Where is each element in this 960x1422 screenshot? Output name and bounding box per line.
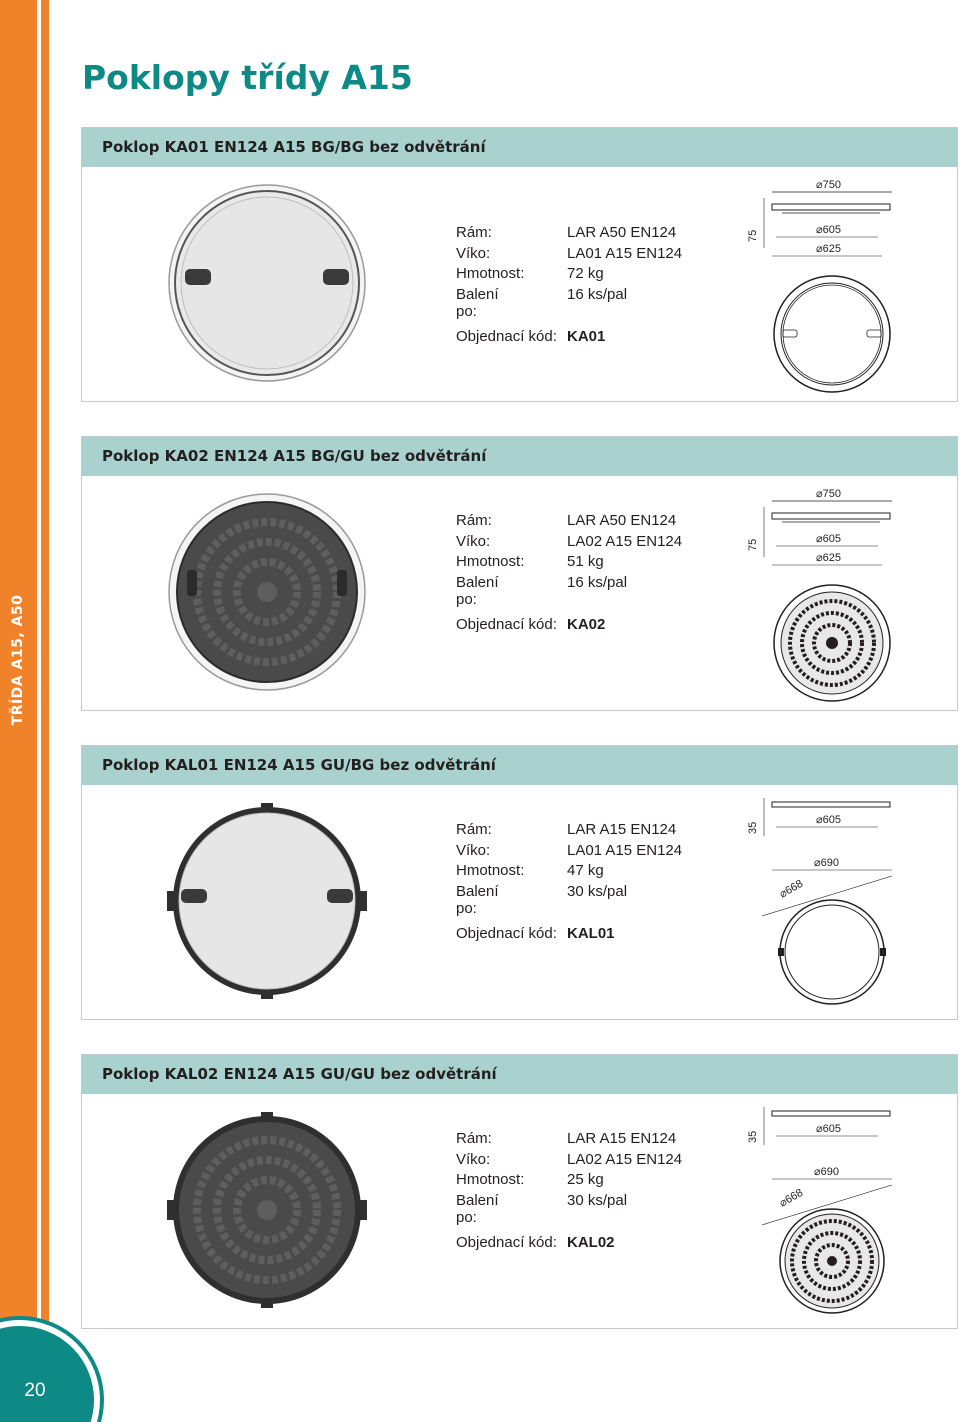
dim-diagonal-diameter: ⌀668 [777,877,806,901]
product-panel-kal02 [81,1054,958,1329]
product-title: Poklop KA01 EN124 A15 BG/BG bez odvětrání [102,138,486,156]
dim-mid-diameter: ⌀625 [816,243,841,255]
product-title: Poklop KAL01 EN124 A15 GU/BG bez odvětrání [102,756,496,774]
order-code-label: Objednací kód: [456,616,557,633]
spec-value-lid: LA01 A15 EN124 [567,841,683,859]
product-photo-dark-cover [167,492,367,692]
order-code-label: Objednací kód: [456,328,557,345]
dim-outer-diameter: ⌀750 [816,488,841,500]
spec-value-lid: LA01 A15 EN124 [567,244,683,262]
spec-label-packing: Balení po: [456,285,499,320]
page-title: Poklopy třídy A15 [82,58,413,97]
technical-drawing [742,168,942,398]
side-category-label: TŘÍDA A15, A50 [10,594,26,726]
dim-mid-diameter: ⌀625 [816,552,841,564]
spec-label-weight: Hmotnost: [456,1171,525,1188]
page-number-badge [0,1320,100,1422]
spec-label-lid: Víko: [456,841,491,859]
spec-value-packing: 16 ks/pal [567,285,628,303]
spec-value-lid: LA02 A15 EN124 [567,1150,683,1168]
page-number: 20 [24,1380,46,1401]
technical-drawing [742,1095,942,1325]
product-title: Poklop KA02 EN124 A15 BG/GU bez odvětrání [102,447,487,465]
order-code-label: Objednací kód: [456,1234,557,1251]
panel-header [82,437,957,476]
spec-value-frame: LAR A50 EN124 [567,512,677,529]
spec-label-frame: Rám: [456,821,492,838]
spec-label-frame: Rám: [456,224,492,241]
product-photo-light-cover [167,183,367,383]
spec-value-frame: LAR A15 EN124 [567,1130,677,1147]
spec-label-frame: Rám: [456,512,492,529]
product-panel-ka01 [81,127,958,402]
technical-drawing [742,786,942,1016]
spec-value-weight: 51 kg [567,553,604,570]
dim-height: 35 [747,821,759,834]
spec-label-weight: Hmotnost: [456,553,525,570]
spec-value-frame: LAR A15 EN124 [567,821,677,838]
spec-value-weight: 47 kg [567,862,604,879]
product-panel-ka02 [81,436,958,711]
dim-inner-diameter: ⌀605 [816,814,841,826]
order-code-value: KAL02 [567,1234,615,1251]
spec-label-weight: Hmotnost: [456,265,525,282]
panel-header [82,746,957,785]
product-photo-dark-cover [167,1110,367,1310]
dim-diagonal-diameter: ⌀668 [777,1186,806,1210]
dim-outer-diameter: ⌀690 [814,1166,839,1178]
panel-header [82,128,957,167]
dim-outer-diameter: ⌀750 [816,179,841,191]
spec-value-packing: 30 ks/pal [567,882,628,900]
dim-height: 35 [747,1130,759,1143]
order-code-label: Objednací kód: [456,925,557,942]
spec-label-weight: Hmotnost: [456,862,525,879]
spec-value-frame: LAR A50 EN124 [567,224,677,241]
spec-value-weight: 72 kg [567,265,604,282]
dim-height: 75 [747,538,759,551]
product-panel-kal01 [81,745,958,1020]
spec-value-packing: 16 ks/pal [567,573,628,591]
technical-drawing [742,477,942,707]
spec-label-frame: Rám: [456,1130,492,1147]
spec-value-packing: 30 ks/pal [567,1191,628,1209]
product-title: Poklop KAL02 EN124 A15 GU/GU bez odvětrání [102,1065,497,1083]
product-photo-light-cover [167,801,367,1001]
spec-label-packing: Balení po: [456,573,499,608]
dim-inner-diameter: ⌀605 [816,533,841,545]
dim-height: 75 [747,229,759,242]
panel-header [82,1055,957,1094]
dim-inner-diameter: ⌀605 [816,224,841,236]
spec-label-lid: Víko: [456,1150,491,1168]
spec-value-weight: 25 kg [567,1171,604,1188]
order-code-value: KA02 [567,616,606,633]
spec-value-lid: LA02 A15 EN124 [567,532,683,550]
order-code-value: KAL01 [567,925,615,942]
spec-label-packing: Balení po: [456,882,499,917]
spec-label-lid: Víko: [456,244,491,262]
side-stripe-inner [41,0,49,1422]
order-code-value: KA01 [567,328,606,345]
dim-outer-diameter: ⌀690 [814,857,839,869]
dim-inner-diameter: ⌀605 [816,1123,841,1135]
spec-label-lid: Víko: [456,532,491,550]
spec-label-packing: Balení po: [456,1191,499,1226]
